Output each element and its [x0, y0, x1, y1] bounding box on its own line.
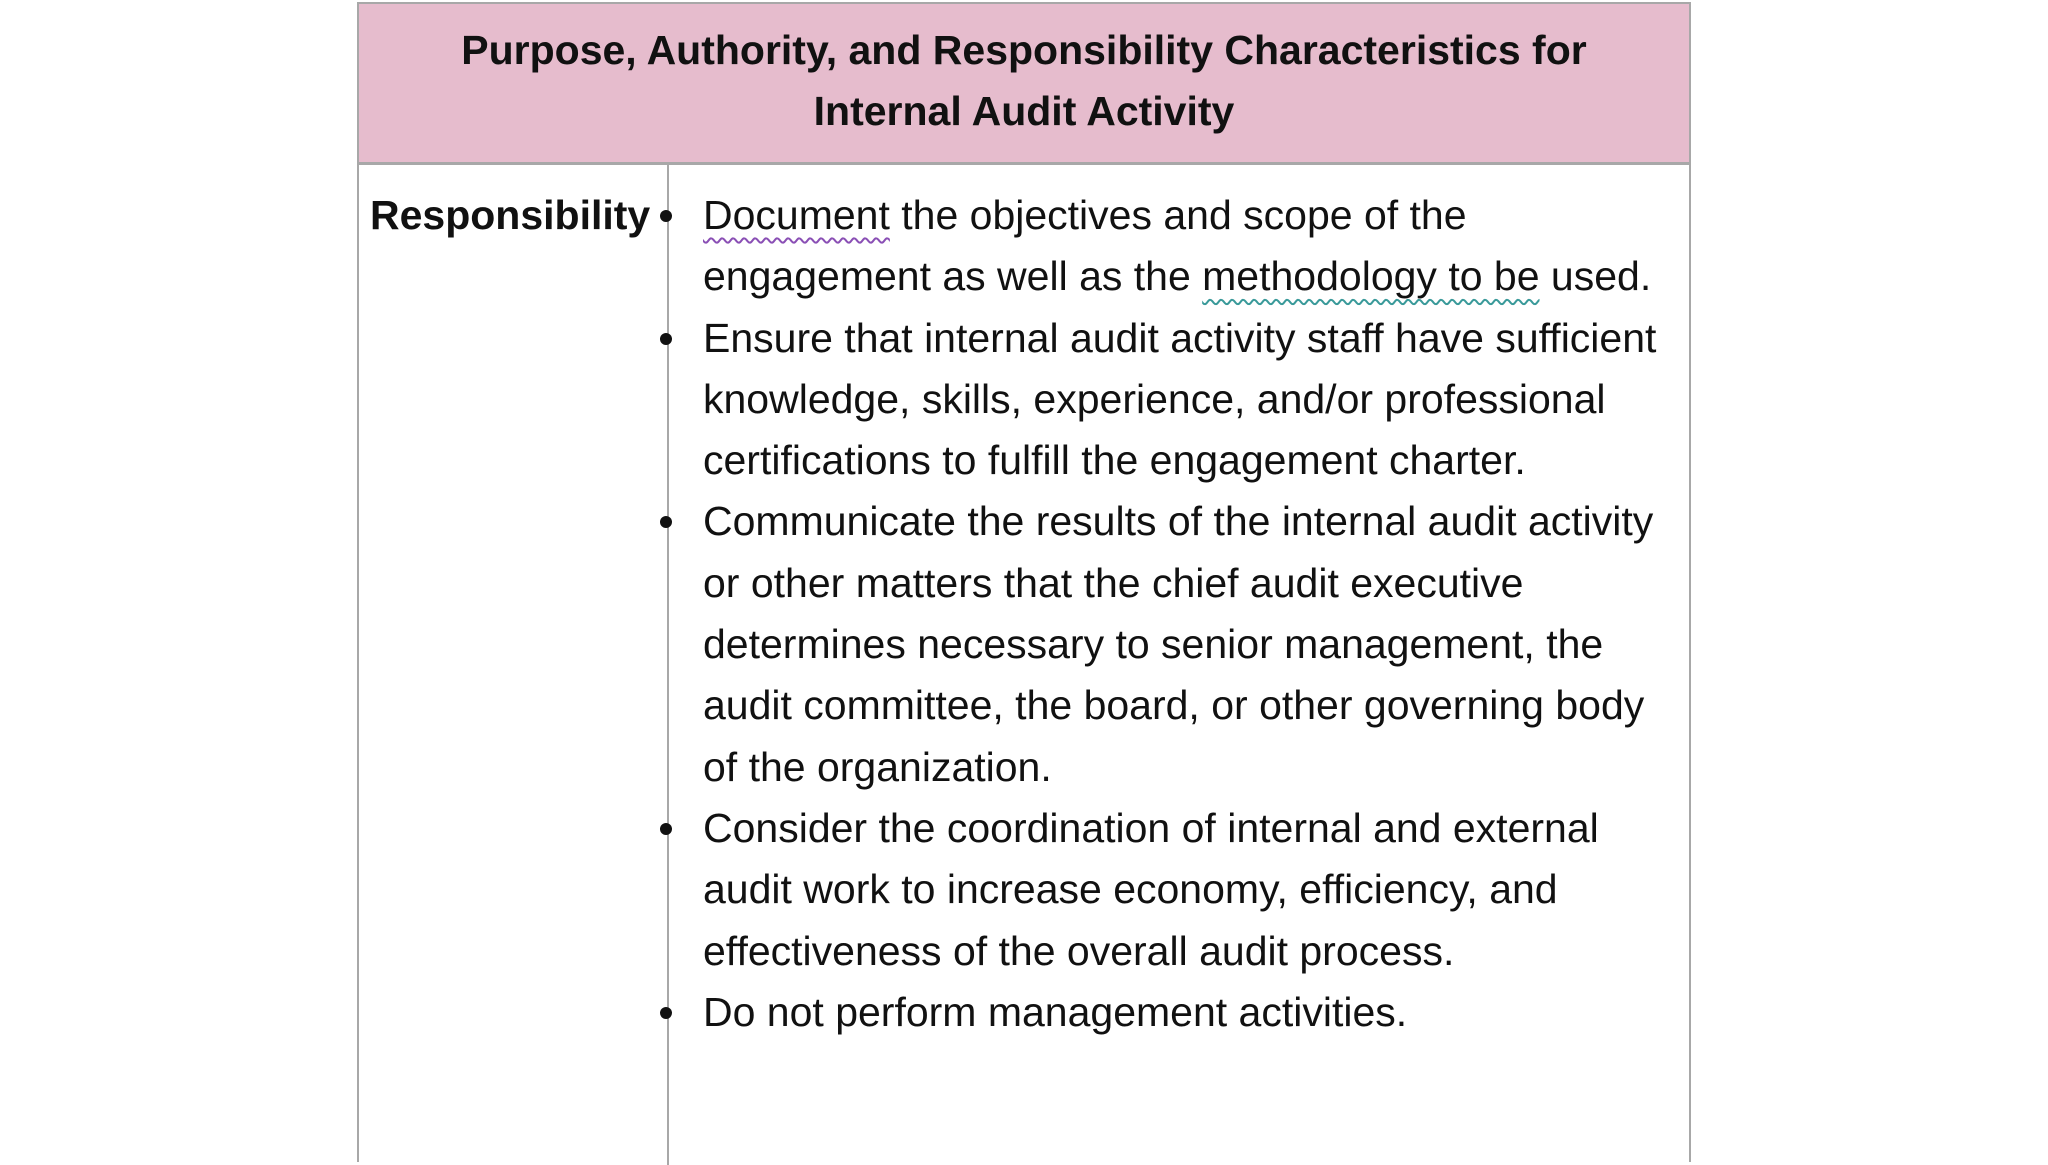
bullet-icon: [660, 210, 672, 222]
list-item: [669, 185, 1663, 308]
list-item-text: Ensure that internal audit activity staff have sufficient knowledge, skills, experience, and/or professional certifications to fulfill the engagement charter.: [703, 314, 1657, 484]
list-item-text: used.: [1539, 253, 1652, 300]
characteristics-table: [357, 2, 1691, 1162]
list-item-text: Communicate the results of the internal audit activity or other matters that the chief audit executive determines necessary to senior management, the audit committee, the board, or other governing body of the organization.: [703, 498, 1654, 790]
responsibility-list: [669, 185, 1669, 1043]
bullet-icon: [660, 823, 672, 835]
table-header-title: Purpose, Authority, and Responsibility Characteristics for Internal Audit Activity: [461, 27, 1587, 134]
spellcheck-marked-phrase: methodology to be: [1202, 253, 1540, 300]
bullet-icon: [660, 516, 672, 528]
list-item: [669, 798, 1663, 982]
list-item-text: Do not perform management activities.: [703, 988, 1408, 1035]
bullet-icon: [660, 1007, 672, 1019]
list-item: [669, 982, 1663, 1043]
row-label-responsibility: Responsibility: [370, 192, 651, 238]
table-header: [359, 4, 1689, 165]
list-item: [669, 308, 1663, 492]
list-item: [669, 491, 1663, 797]
bullet-icon: [660, 333, 672, 345]
list-item-text: the objectives and scope of the engagement as well as the: [703, 192, 1467, 300]
list-item-text: Consider the coordination of internal and external audit work to increase economy, efficiency, and effectiveness of the overall audit process.: [703, 804, 1599, 974]
row-label-cell: [359, 165, 669, 1165]
row-content-cell: [669, 165, 1689, 1165]
spellcheck-marked-word: Document: [703, 192, 890, 238]
